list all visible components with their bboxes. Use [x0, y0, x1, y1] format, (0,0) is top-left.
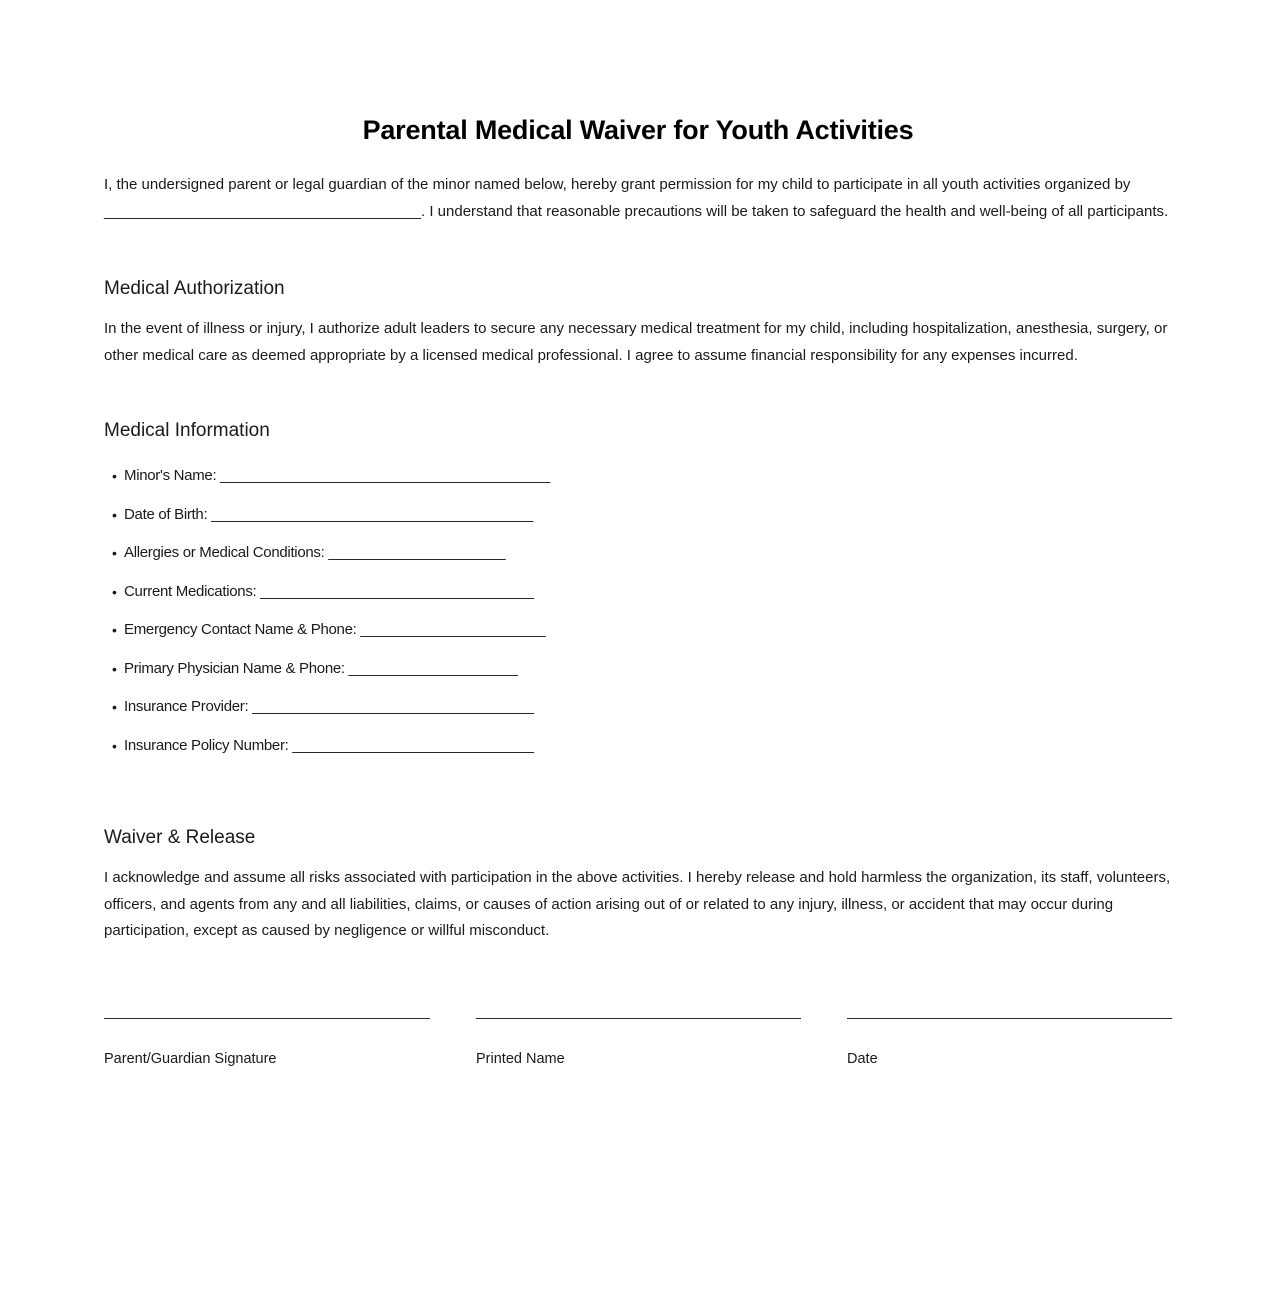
field-date-of-birth: Date of Birth: ________________________________________ [124, 505, 533, 523]
signature-field-parent-guardian-signature [104, 1018, 430, 1069]
signature-block [104, 945, 1172, 1069]
field-allergies-or-medical-conditions: Allergies or Medical Conditions: ______________________ [124, 544, 506, 561]
medical-authorization-body: In the event of illness or injury, I authorize adult leaders to secure any necessary medical treatment for my child, including hospitalization, anesthesia, surgery, or other medical care as deemed appropriate by a licensed medical professional. I agree to assume financial responsibility for any expenses incurred. [104, 320, 1168, 364]
signature-field-date [847, 1018, 1172, 1069]
document-content [104, 0, 1172, 1069]
list-item [104, 658, 1172, 680]
signature-label: Date [847, 1050, 878, 1067]
field-insurance-policy-number: Insurance Policy Number: ______________________________ [124, 736, 534, 754]
field-emergency-contact-name-and-phone: Emergency Contact Name & Phone: _______________________ [124, 621, 546, 638]
list-item [104, 735, 1172, 757]
list-item [104, 696, 1172, 718]
page-title: Parental Medical Waiver for Youth Activities [362, 115, 914, 145]
waiver-release-body: I acknowledge and assume all risks associated with participation in the above activities. I hereby release and hold harmless the organization, its staff, volunteers, officers, and agents from any and all liabilities, claims, or causes of action arising out of or related to any injury, illness, or accident that may occur during participation, except as caused by negligence or willful misconduct. [104, 869, 1171, 939]
field-current-medications: Current Medications: __________________________________ [124, 582, 534, 600]
field-insurance-provider: Insurance Provider: ___________________________________ [124, 698, 534, 715]
section-heading-medical-information: Medical Information [104, 420, 270, 441]
signature-field-printed-name [476, 1018, 801, 1069]
list-item [104, 619, 1172, 641]
field-primary-physician-name-and-phone: Primary Physician Name & Phone: _____________________ [124, 659, 518, 677]
section-heading-medical-authorization: Medical Authorization [104, 278, 285, 299]
signature-label: Parent/Guardian Signature [104, 1050, 277, 1067]
field-minors-name: Minor's Name: _________________________________________ [124, 467, 550, 484]
list-item [104, 465, 1172, 487]
medical-information-list [104, 443, 1172, 757]
intro-paragraph: I, the undersigned parent or legal guardian of the minor named below, hereby grant permission for my child to participate in all youth activities organized by ______________________________________. I understand that reasonable precautions will be taken to safeguard the health and well-being of all participants. [104, 176, 1169, 220]
list-item [104, 581, 1172, 603]
list-item [104, 542, 1172, 564]
signature-label: Printed Name [476, 1050, 565, 1067]
list-item [104, 504, 1172, 526]
section-heading-waiver-release: Waiver & Release [104, 827, 256, 848]
